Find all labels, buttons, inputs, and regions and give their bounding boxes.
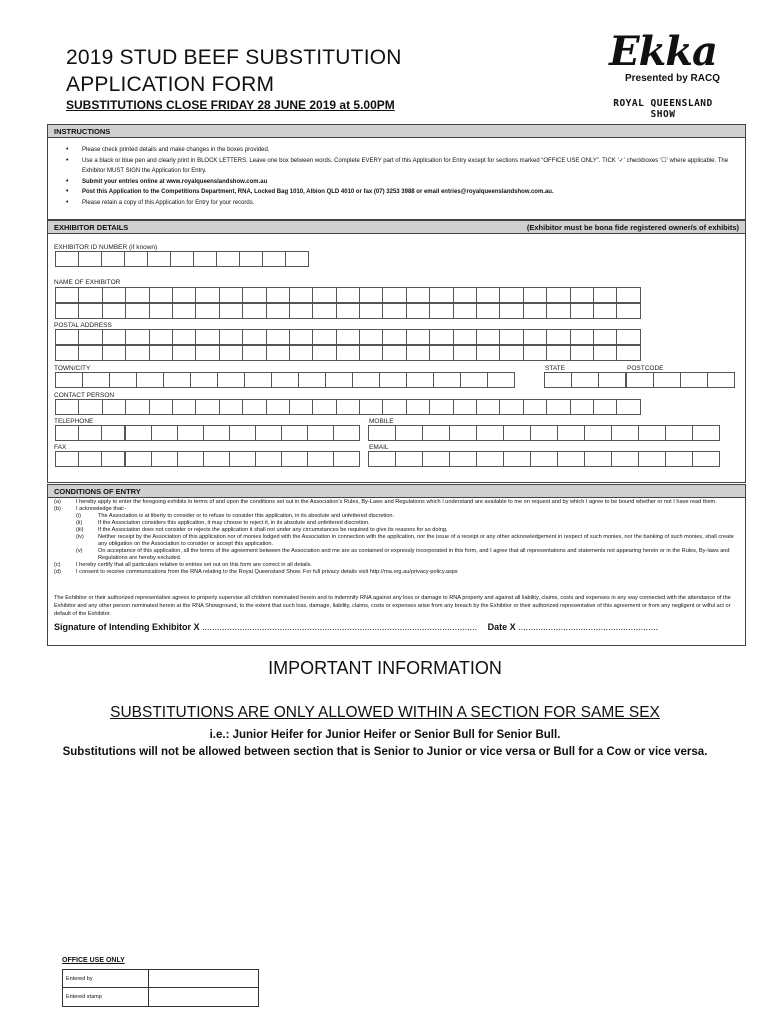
char-box[interactable] [503,425,531,441]
char-box[interactable] [271,372,299,388]
char-box[interactable] [124,251,148,267]
office-row-entered-stamp [63,988,258,1006]
exhibitor-id-label: EXHIBITOR ID NUMBER (if known) [54,244,158,251]
char-box[interactable] [584,451,612,467]
char-box[interactable] [78,287,102,303]
town-city-label: TOWN/CITY [54,365,91,372]
char-box[interactable] [503,451,531,467]
condition-b-v: (v) On acceptance of this application, all the terms of the agreement between the Association and me are as contained or expressly incorporated in this form, and I agree that all representations and statements not appearing herein or in the Rules, By-laws and Regulations are hereby excluded. [76,548,730,561]
char-box[interactable] [266,329,290,345]
char-box[interactable] [665,451,693,467]
char-box[interactable] [78,345,102,361]
contact-person-boxes[interactable] [56,399,641,415]
char-box[interactable] [149,287,173,303]
char-box[interactable] [203,425,230,441]
char-box[interactable] [333,425,360,441]
char-box[interactable] [395,425,423,441]
char-box[interactable] [109,372,137,388]
char-box[interactable] [638,425,666,441]
char-box[interactable] [172,345,196,361]
char-box[interactable] [368,451,396,467]
char-box[interactable] [289,345,313,361]
char-box[interactable] [266,399,290,415]
char-box[interactable] [102,399,126,415]
char-box[interactable] [289,287,313,303]
char-box[interactable] [333,451,360,467]
ekka-logo [598,28,728,120]
char-box[interactable] [101,425,125,441]
char-box[interactable] [638,451,666,467]
char-box[interactable] [55,251,79,267]
important-line-1: i.e.: Junior Heifer for Junior Heifer or Senior Bull for Senior Bull. [209,729,561,741]
char-box[interactable] [102,329,126,345]
char-box[interactable] [163,372,191,388]
char-box[interactable] [382,287,406,303]
char-box[interactable] [546,399,570,415]
char-box[interactable] [523,303,547,319]
char-box[interactable] [379,372,407,388]
char-box[interactable] [406,399,430,415]
char-box[interactable] [453,345,477,361]
instructions-list [66,145,735,208]
char-box[interactable] [298,372,326,388]
signature-line[interactable] [54,622,739,632]
char-box[interactable] [149,329,173,345]
char-box[interactable] [499,345,523,361]
char-box[interactable] [499,329,523,345]
postcode-boxes[interactable] [627,372,735,388]
char-box[interactable] [499,303,523,319]
char-box[interactable] [242,287,266,303]
exhibitor-id-boxes[interactable] [56,251,309,267]
char-box[interactable] [433,372,461,388]
char-box[interactable] [382,399,406,415]
important-line-2: Substitutions will not be allowed between section that is Senior to Junior or vice versa or Bull for a Cow or vice versa. [62,746,708,758]
char-box[interactable] [453,329,477,345]
fax-label: FAX [54,444,67,451]
char-box[interactable] [546,329,570,345]
char-box[interactable] [285,251,309,267]
char-box[interactable] [229,451,256,467]
char-box[interactable] [312,287,336,303]
char-box[interactable] [680,372,708,388]
important-title: IMPORTANT INFORMATION [268,658,502,678]
exhibitor-details-note: (Exhibitor must be bona fide registered owner/s of exhibits) [526,223,739,232]
char-box[interactable] [499,287,523,303]
condition-d: (d) I consent to receive communications from the RNA relating to the Royal Queensland Show. For full privacy details visit http://rna.org.au/privacy-policy.aspx [54,569,458,575]
fax-area-code-boxes[interactable] [56,451,125,467]
char-box[interactable] [147,251,171,267]
email-boxes[interactable] [369,451,720,467]
email-label: EMAIL [369,444,389,451]
title-line-1: 2019 STUD BEEF SUBSTITUTION [66,46,402,69]
char-box[interactable] [570,287,594,303]
exhibitor-details-title: EXHIBITOR DETAILS [54,223,129,232]
char-box[interactable] [172,399,196,415]
char-box[interactable] [125,425,152,441]
char-box[interactable] [203,451,230,467]
char-box[interactable] [172,329,196,345]
char-box[interactable] [336,399,360,415]
char-box[interactable] [102,345,126,361]
char-box[interactable] [242,303,266,319]
char-box[interactable] [460,372,488,388]
exhibitor-details-heading [48,221,745,234]
char-box[interactable] [78,329,102,345]
char-box[interactable] [692,451,720,467]
char-box[interactable] [336,329,360,345]
char-box[interactable] [665,425,693,441]
char-box[interactable] [422,425,450,441]
char-box[interactable] [382,329,406,345]
title-line-2: APPLICATION FORM [66,73,275,96]
char-box[interactable] [453,303,477,319]
char-box[interactable] [312,345,336,361]
char-box[interactable] [616,287,640,303]
char-box[interactable] [266,303,290,319]
char-box[interactable] [195,329,219,345]
char-box[interactable] [101,451,125,467]
signature-field[interactable]: .............................................................................................................. [202,622,478,632]
char-box[interactable] [307,451,334,467]
logo-show-name: ROYAL QUEENSLAND SHOW [613,98,713,120]
char-box[interactable] [382,303,406,319]
char-box[interactable] [281,425,308,441]
char-box[interactable] [242,399,266,415]
char-box[interactable] [359,399,383,415]
char-box[interactable] [557,451,585,467]
char-box[interactable] [125,329,149,345]
char-box[interactable] [546,303,570,319]
instructions-heading: INSTRUCTIONS [48,125,745,138]
char-box[interactable] [499,399,523,415]
char-box[interactable] [195,399,219,415]
char-box[interactable] [429,287,453,303]
state-boxes[interactable] [545,372,626,388]
char-box[interactable] [449,451,477,467]
telephone-area-code-boxes[interactable] [56,425,125,441]
entered-by-field[interactable] [149,970,258,987]
char-box[interactable] [170,251,194,267]
important-details [0,727,770,761]
char-box[interactable] [55,451,79,467]
char-box[interactable] [653,372,681,388]
char-box[interactable] [523,345,547,361]
char-box[interactable] [336,345,360,361]
char-box[interactable] [476,287,500,303]
char-box[interactable] [177,451,204,467]
char-box[interactable] [78,251,102,267]
char-box[interactable] [593,345,617,361]
char-box[interactable] [289,399,313,415]
char-box[interactable] [476,425,504,441]
char-box[interactable] [312,329,336,345]
substitution-deadline: SUBSTITUTIONS CLOSE FRIDAY 28 JUNE 2019 at 5.00PM [66,98,395,112]
instruction-item: • Please retain a copy of this Application for Entry for your records. [66,198,735,209]
char-box[interactable] [172,287,196,303]
instructions-section [47,124,746,220]
char-box[interactable] [453,399,477,415]
char-box[interactable] [177,425,204,441]
char-box[interactable] [544,372,572,388]
char-box[interactable] [406,329,430,345]
char-box[interactable] [359,345,383,361]
char-box[interactable] [195,303,219,319]
char-box[interactable] [312,399,336,415]
condition-a: (a) I hereby apply to enter the foregoing exhibits in terms of and upon the conditions set out in the Association’s Rules, By-Laws and Regulations which I understand are available to me on request and by which I agree to be bound whether or not I have read them. [54,499,717,505]
char-box[interactable] [242,329,266,345]
char-box[interactable] [149,303,173,319]
condition-c: (c) I hereby certify that all particulars relative to entries set out on this form are correct in all details. [54,562,312,568]
char-box[interactable] [281,451,308,467]
exhibitor-name-boxes-line-1[interactable] [56,287,641,303]
postal-address-boxes-line-2[interactable] [56,345,641,361]
conditions-list [54,499,739,576]
char-box[interactable] [626,372,654,388]
char-box[interactable] [219,287,243,303]
condition-b-iv: (iv) Neither receipt by the Association of this application nor of monies lodged with the Association in connection with the application, nor the issue of a receipt or any other acknowledgement in respect of such monies, nor the banking of such monies, shall create any obligation on the Association to consider or accept this application. [76,534,734,547]
town-city-boxes[interactable] [56,372,515,388]
char-box[interactable] [570,303,594,319]
char-box[interactable] [570,345,594,361]
office-use-table [62,969,259,1007]
date-label: Date X [487,622,516,632]
char-box[interactable] [195,345,219,361]
char-box[interactable] [546,345,570,361]
char-box[interactable] [406,303,430,319]
office-row-entered-by [63,970,258,988]
char-box[interactable] [101,251,125,267]
conditions-heading: CONDITIONS OF ENTRY [48,485,745,498]
char-box[interactable] [546,287,570,303]
char-box[interactable] [336,303,360,319]
char-box[interactable] [523,287,547,303]
char-box[interactable] [190,372,218,388]
char-box[interactable] [476,345,500,361]
exhibitor-name-label: NAME OF EXHIBITOR [54,279,121,286]
char-box[interactable] [476,399,500,415]
char-box[interactable] [593,329,617,345]
char-box[interactable] [616,399,640,415]
form-title [66,44,402,98]
condition-b: (b) I acknowledge that:- [54,506,127,512]
char-box[interactable] [219,329,243,345]
char-box[interactable] [571,372,599,388]
char-box[interactable] [125,399,149,415]
char-box[interactable] [125,303,149,319]
char-box[interactable] [570,329,594,345]
char-box[interactable] [359,329,383,345]
instruction-item: • Submit your entries online at www.royalqueenslandshow.com.au [66,177,735,188]
char-box[interactable] [125,345,149,361]
char-box[interactable] [616,303,640,319]
char-box[interactable] [289,329,313,345]
char-box[interactable] [78,399,102,415]
char-box[interactable] [429,329,453,345]
char-box[interactable] [523,329,547,345]
postcode-label: POSTCODE [627,365,664,372]
char-box[interactable] [449,425,477,441]
char-box[interactable] [242,345,266,361]
char-box[interactable] [289,303,313,319]
char-box[interactable] [149,345,173,361]
indemnity-text: The Exhibitor or their authorized representative agrees to properly supervise all children nominated herein and to indemnify RNA against any loss or damage to RNA property and against all liability, claims, costs and expenses in any way connected with the attendance of the Exhibitor and any other person nominated herein at the RNA Showground, to the extent that such loss, damage, liability, claims, costs or expenses arise from any breach by the Exhibitor or their authorized representative of this agreement or from any negligent or wilful act or default of the Exhibitor. [54,595,731,617]
char-box[interactable] [216,251,240,267]
char-box[interactable] [125,287,149,303]
char-box[interactable] [55,372,83,388]
condition-b-ii: (ii) If the Association considers this application, it may choose to reject it, in its absolute and unfettered discretion. [76,520,370,526]
important-subtitle: SUBSTITUTIONS ARE ONLY ALLOWED WITHIN A SECTION FOR SAME SEX [110,704,660,721]
char-box[interactable] [429,345,453,361]
postal-address-boxes-line-1[interactable] [56,329,641,345]
char-box[interactable] [352,372,380,388]
char-box[interactable] [692,425,720,441]
telephone-number-boxes[interactable] [126,425,360,441]
char-box[interactable] [193,251,217,267]
char-box[interactable] [151,451,178,467]
fax-number-boxes[interactable] [126,451,360,467]
char-box[interactable] [616,329,640,345]
char-box[interactable] [406,287,430,303]
char-box[interactable] [611,425,639,441]
exhibitor-details-section [47,220,746,483]
mobile-boxes[interactable] [369,425,720,441]
logo-presented-by: Presented by RACQ [624,73,720,84]
char-box[interactable] [707,372,735,388]
char-box[interactable] [312,303,336,319]
char-box[interactable] [368,425,396,441]
signature-label: Signature of Intending Exhibitor X [54,622,200,632]
char-box[interactable] [382,345,406,361]
instruction-item: • Please check printed details and make changes in the boxes provided. [66,145,735,156]
char-box[interactable] [229,425,256,441]
instruction-item: • Post this Application to the Competitions Department, RNA, Locked Bag 1010, Albion QLD 4010 or fax (07) 3253 3988 or email entries@royalqueenslandshow.com.au. [66,187,735,198]
char-box[interactable] [593,287,617,303]
conditions-section [47,484,746,646]
char-box[interactable] [429,303,453,319]
char-box[interactable] [55,425,79,441]
char-box[interactable] [476,451,504,467]
char-box[interactable] [266,345,290,361]
postal-address-label: POSTAL ADDRESS [54,322,112,329]
logo-brand: Ekka [609,28,717,75]
char-box[interactable] [422,451,450,467]
date-field[interactable]: ........................................................ [518,622,659,632]
char-box[interactable] [219,399,243,415]
char-box[interactable] [307,425,334,441]
char-box[interactable] [429,399,453,415]
office-use-heading: OFFICE USE ONLY [62,957,125,964]
char-box[interactable] [359,287,383,303]
char-box[interactable] [55,345,79,361]
char-box[interactable] [219,345,243,361]
char-box[interactable] [262,251,286,267]
char-box[interactable] [239,251,263,267]
char-box[interactable] [325,372,353,388]
char-box[interactable] [217,372,245,388]
char-box[interactable] [616,345,640,361]
mobile-label: MOBILE [369,418,394,425]
char-box[interactable] [78,303,102,319]
char-box[interactable] [151,425,178,441]
state-label: STATE [545,365,565,372]
char-box[interactable] [244,372,272,388]
char-box[interactable] [570,399,594,415]
char-box[interactable] [219,303,243,319]
char-box[interactable] [584,425,612,441]
char-box[interactable] [476,329,500,345]
char-box[interactable] [55,399,79,415]
char-box[interactable] [255,451,282,467]
entered-stamp-label: Entered stamp [63,988,149,1006]
char-box[interactable] [125,451,152,467]
char-box[interactable] [195,287,219,303]
char-box[interactable] [395,451,423,467]
char-box[interactable] [55,329,79,345]
char-box[interactable] [453,287,477,303]
char-box[interactable] [266,287,290,303]
char-box[interactable] [523,399,547,415]
contact-person-label: CONTACT PERSON [54,392,115,399]
char-box[interactable] [557,425,585,441]
char-box[interactable] [78,451,102,467]
char-box[interactable] [55,303,79,319]
entered-by-label: Entered by [63,970,149,987]
char-box[interactable] [172,303,196,319]
instruction-item: • Use a black or blue pen and clearly print in BLOCK LETTERS. Leave one box between words. Complete EVERY part of this Application for Entry except for sections marked “OFFICE USE ONLY”. TICK ‘✓’ checkboxes ‘☐’ where applicable. The Exhibitor MUST SIGN the Application for Entry. [66,156,735,177]
char-box[interactable] [530,425,558,441]
entered-stamp-field[interactable] [149,988,258,1006]
char-box[interactable] [102,303,126,319]
telephone-label: TELEPHONE [54,418,94,425]
char-box[interactable] [255,425,282,441]
char-box[interactable] [149,399,173,415]
char-box[interactable] [611,451,639,467]
char-box[interactable] [359,303,383,319]
char-box[interactable] [530,451,558,467]
char-box[interactable] [78,425,102,441]
char-box[interactable] [336,287,360,303]
char-box[interactable] [406,345,430,361]
condition-b-i: (i) The Association is at liberty to consider or to refuse to consider this application, in its absolute and unfettered discretion. [76,513,395,519]
char-box[interactable] [598,372,626,388]
char-box[interactable] [593,399,617,415]
char-box[interactable] [102,287,126,303]
char-box[interactable] [82,372,110,388]
char-box[interactable] [476,303,500,319]
char-box[interactable] [136,372,164,388]
char-box[interactable] [55,287,79,303]
exhibitor-name-boxes-line-2[interactable] [56,303,641,319]
char-box[interactable] [593,303,617,319]
char-box[interactable] [406,372,434,388]
char-box[interactable] [487,372,515,388]
condition-b-iii: (iii) If the Association does not consider or rejects the application it shall not under any circumstances be required to give its reasons for so doing. [76,527,448,533]
